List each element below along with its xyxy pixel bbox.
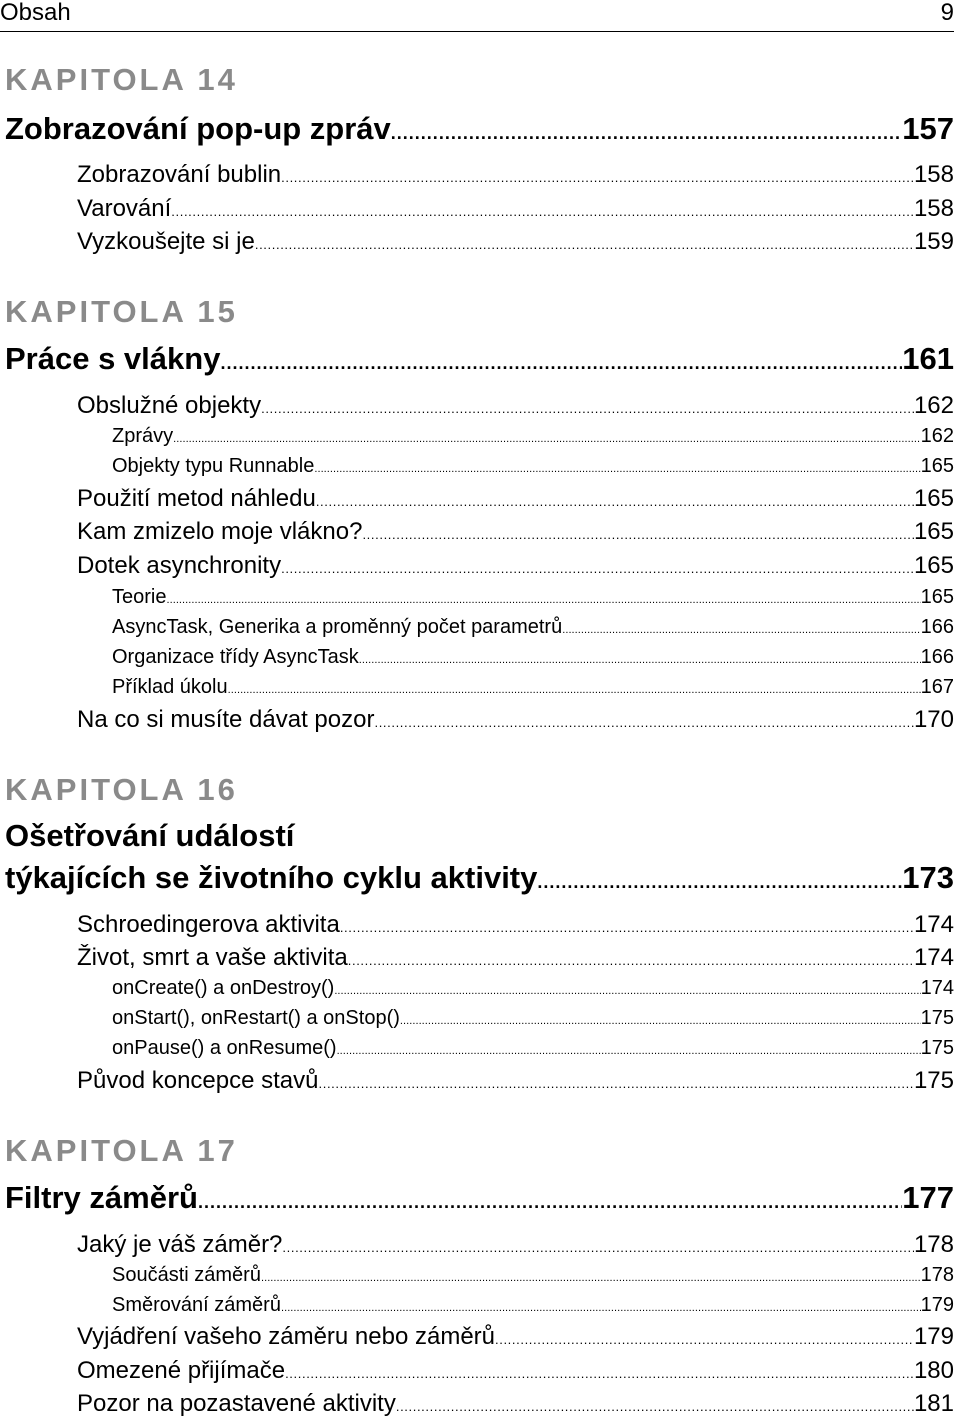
leader-dots	[562, 614, 920, 640]
toc-subentry[interactable]	[112, 423, 954, 449]
entry-page: 166	[920, 616, 954, 638]
leader-dots	[166, 584, 920, 610]
chapter-title-entry[interactable]	[5, 1180, 954, 1220]
leader-dots	[396, 1389, 914, 1419]
chapter-title-entry[interactable]	[5, 860, 954, 900]
leader-dots	[495, 1322, 914, 1352]
entry-page: 175	[913, 1067, 954, 1094]
entry-title: Jaký je váš záměr?	[77, 1231, 283, 1258]
entry-page: 162	[920, 425, 954, 447]
entry-title: onPause() a onResume()	[112, 1037, 337, 1059]
chapter-label: KAPITOLA 15	[5, 294, 238, 329]
entry-page: 165	[913, 552, 954, 579]
leader-dots	[261, 391, 914, 421]
chapter-page: 161	[902, 341, 954, 376]
leader-dots	[173, 423, 921, 449]
toc-subentry[interactable]	[112, 644, 954, 670]
leader-dots	[281, 160, 914, 190]
chapter-page: 173	[902, 860, 954, 895]
entry-page: 174	[920, 977, 954, 999]
leader-dots	[314, 453, 920, 479]
toc-entry[interactable]	[77, 551, 954, 581]
page-number: 9	[940, 0, 954, 26]
entry-page: 165	[913, 485, 954, 512]
leader-dots	[198, 1180, 902, 1220]
leader-dots	[255, 227, 914, 257]
chapter-page: 177	[902, 1180, 954, 1215]
entry-title: Obslužné objekty	[77, 392, 262, 419]
entry-title: Zobrazování bublin	[77, 161, 282, 188]
toc-subentry[interactable]	[112, 1005, 954, 1031]
leader-dots	[261, 1262, 921, 1288]
entry-title: onCreate() a onDestroy()	[112, 977, 335, 999]
entry-title: Na co si musíte dávat pozor	[77, 706, 375, 733]
entry-title: AsyncTask, Generika a proměnný počet parametrů	[112, 616, 563, 638]
toc-subentry[interactable]	[112, 674, 954, 700]
leader-dots	[362, 517, 914, 547]
entry-page: 175	[920, 1007, 954, 1029]
toc-subentry[interactable]	[112, 1262, 954, 1288]
chapter-page: 157	[902, 111, 954, 146]
leader-dots	[391, 111, 902, 151]
entry-title: Objekty typu Runnable	[112, 455, 315, 477]
chapter-label: KAPITOLA 14	[5, 62, 238, 97]
entry-page: 162	[913, 392, 954, 419]
toc-entry[interactable]	[77, 194, 954, 224]
toc-subentry[interactable]	[112, 1292, 954, 1318]
toc-entry[interactable]	[77, 391, 954, 421]
chapter-title-line1[interactable]: Ošetřování událostí	[5, 818, 295, 853]
entry-page: 167	[920, 676, 954, 698]
entry-page: 158	[913, 195, 954, 222]
leader-dots	[319, 1066, 914, 1096]
toc-entry[interactable]	[77, 1389, 954, 1419]
toc-entry[interactable]	[77, 705, 954, 735]
entry-page: 158	[913, 161, 954, 188]
toc-entry[interactable]	[77, 1356, 954, 1386]
chapter-title-entry[interactable]	[5, 341, 954, 381]
entry-page: 170	[913, 706, 954, 733]
running-header	[0, 0, 954, 32]
toc-entry[interactable]	[77, 1230, 954, 1260]
entry-page: 179	[920, 1294, 954, 1316]
toc-entry[interactable]	[77, 160, 954, 190]
toc-entry[interactable]	[77, 910, 954, 940]
entry-page: 174	[913, 911, 954, 938]
entry-title: Varování	[77, 195, 172, 222]
leader-dots	[537, 860, 902, 900]
section-title: Obsah	[0, 0, 71, 26]
leader-dots	[337, 1035, 921, 1061]
leader-dots	[220, 341, 902, 381]
entry-title: Směrování záměrů	[112, 1294, 281, 1316]
entry-title: Příklad úkolu	[112, 676, 228, 698]
chapter-title-entry[interactable]	[5, 111, 954, 151]
entry-page: 180	[913, 1357, 954, 1384]
toc-entry[interactable]	[77, 227, 954, 257]
entry-page: 175	[920, 1037, 954, 1059]
entry-title: Původ koncepce stavů	[77, 1067, 319, 1094]
entry-title: Omezené přijímače	[77, 1357, 286, 1384]
entry-page: 178	[920, 1264, 954, 1286]
leader-dots	[171, 194, 914, 224]
leader-dots	[340, 910, 914, 940]
toc-subentry[interactable]	[112, 975, 954, 1001]
toc-subentry[interactable]	[112, 1035, 954, 1061]
toc-entry[interactable]	[77, 1322, 954, 1352]
leader-dots	[281, 1292, 921, 1318]
leader-dots	[281, 551, 914, 581]
entry-page: 174	[913, 944, 954, 971]
leader-dots	[334, 975, 920, 1001]
entry-page: 178	[913, 1231, 954, 1258]
leader-dots	[228, 674, 921, 700]
chapter-title: Filtry záměrů	[5, 1180, 198, 1215]
toc-entry[interactable]	[77, 1066, 954, 1096]
entry-title: Použití metod náhledu	[77, 485, 316, 512]
entry-title: Organizace třídy AsyncTask	[112, 646, 359, 668]
entry-page: 165	[920, 455, 954, 477]
toc-subentry[interactable]	[112, 584, 954, 610]
entry-page: 179	[913, 1323, 954, 1350]
chapter-label: KAPITOLA 16	[5, 772, 238, 807]
entry-title: Zprávy	[112, 425, 174, 447]
chapter-title: Práce s vlákny	[5, 341, 221, 376]
toc-entry[interactable]	[77, 484, 954, 514]
leader-dots	[285, 1356, 914, 1386]
entry-title: Součásti záměrů	[112, 1264, 261, 1286]
entry-page: 165	[913, 518, 954, 545]
entry-page: 165	[920, 586, 954, 608]
toc-entry[interactable]	[77, 517, 954, 547]
leader-dots	[348, 943, 914, 973]
chapter-title-line2: týkajících se životního cyklu aktivity	[5, 860, 538, 895]
leader-dots	[400, 1005, 921, 1031]
entry-page: 181	[913, 1390, 954, 1417]
chapter-title: Zobrazování pop-up zpráv	[5, 111, 391, 146]
entry-page: 159	[913, 228, 954, 255]
chapter-label: KAPITOLA 17	[5, 1133, 238, 1168]
entry-title: onStart(), onRestart() a onStop()	[112, 1007, 400, 1029]
entry-title: Vyjádření vašeho záměru nebo záměrů	[77, 1323, 496, 1350]
entry-title: Teorie	[112, 586, 167, 608]
entry-page: 166	[920, 646, 954, 668]
leader-dots	[374, 705, 913, 735]
toc-entry[interactable]	[77, 943, 954, 973]
entry-title: Pozor na pozastavené aktivity	[77, 1390, 396, 1417]
toc-subentry[interactable]	[112, 614, 954, 640]
toc-subentry[interactable]	[112, 453, 954, 479]
entry-title: Život, smrt a vaše aktivita	[77, 944, 348, 971]
entry-title: Vyzkoušejte si je	[77, 228, 255, 255]
entry-title: Dotek asynchronity	[77, 552, 282, 579]
leader-dots	[359, 644, 921, 670]
leader-dots	[316, 484, 914, 514]
leader-dots	[282, 1230, 914, 1260]
entry-title: Schroedingerova aktivita	[77, 911, 340, 938]
entry-title: Kam zmizelo moje vlákno?	[77, 518, 363, 545]
